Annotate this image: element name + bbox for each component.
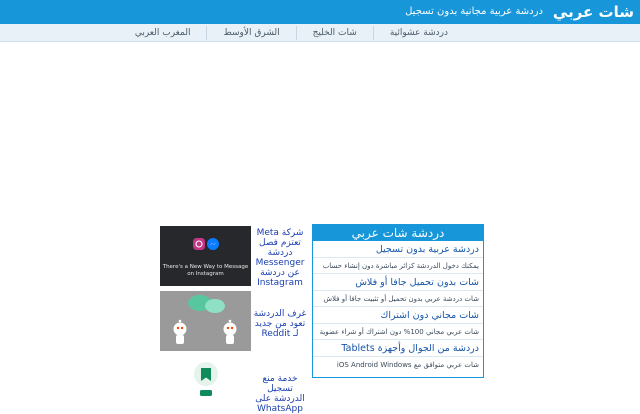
nav-item-maghreb[interactable]: المغرب العربي [134,27,191,38]
news-thumbnail-instagram[interactable] [160,226,251,286]
panel-desc-no-registration: يمكنك دخول الدردشة كزائر مباشرة دون إنشاء حساب [313,258,483,274]
panel-desc-mobile-tablets: شات عربي متوافق مع iOS Android Windows [336,361,479,369]
nav-item-middle-east[interactable]: الشرق الأوسط [206,26,295,40]
news-thumbnail-whatsapp[interactable] [160,360,251,400]
nav-item-gulf-chat[interactable]: شات الخليج [296,26,373,40]
thumbnail-text: There's a New Way to Message on Instagram [162,264,249,277]
site-header [0,0,640,24]
main-nav [0,24,640,42]
news-thumbnail-reddit[interactable] [160,291,251,351]
reddit-chat-icon [160,291,251,351]
panel-desc-free-chat: شات عربي مجاني 100% دون اشتراك أو شراء عضوية [313,324,483,340]
panel-link-free-chat[interactable]: شات مجاني دون اشتراك [313,307,483,324]
panel-link-no-java-flash[interactable]: شات بدون تحميل جافا أو فلاش [313,274,483,291]
site-logo[interactable]: شات عربي [552,3,634,21]
features-panel [312,224,484,378]
panel-title: دردشة شات عربي [313,225,483,241]
news-card-title[interactable]: غرف الدردشة تعود من جديد لـ Reddit [253,309,307,339]
news-card-reddit[interactable] [160,291,308,353]
panel-link-no-registration[interactable]: دردشة عربية بدون تسجيل [313,241,483,258]
news-card-title[interactable]: خدمة منع تسجيل الدردشة على WhatsApp [255,374,305,414]
site-tagline: دردشة عربية مجانية بدون تسجيل [405,6,543,17]
news-card-title[interactable]: شركة Meta تعتزم فصل دردشة Messenger عن دردشة Instagram [255,228,305,288]
panel-link-mobile-tablets[interactable]: دردشة من الجوال وأجهزة Tablets [313,340,483,357]
nav-item-random-chat[interactable]: دردشة عشوائية [373,26,464,40]
bookmark-app-icon [160,360,251,400]
panel-desc-no-java-flash: شات دردشة عربي بدون تحميل أو تثبيت جافا أو فلاش [313,291,483,307]
news-card-whatsapp[interactable] [160,360,308,414]
news-card-meta[interactable] [160,226,308,288]
